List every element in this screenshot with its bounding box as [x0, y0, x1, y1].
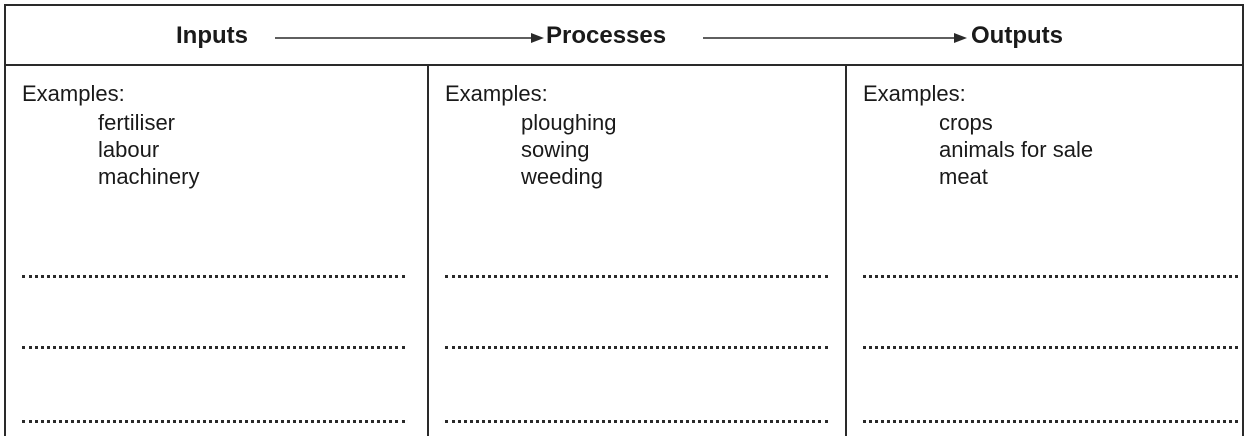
- answer-line[interactable]: [22, 420, 405, 423]
- inputs-processes-outputs-table: [4, 4, 1244, 436]
- examples-label: Examples:: [22, 81, 125, 106]
- arrow-right-icon: [703, 33, 967, 43]
- list-item: ploughing: [521, 110, 617, 135]
- header-outputs: Outputs: [971, 22, 1063, 49]
- table-header-row: [6, 6, 1242, 66]
- answer-line[interactable]: [445, 420, 828, 423]
- list-item: fertiliser: [98, 110, 176, 135]
- answer-line[interactable]: [445, 346, 828, 349]
- answer-line[interactable]: [22, 275, 405, 278]
- header-processes: Processes: [546, 22, 667, 49]
- answer-line[interactable]: [863, 420, 1238, 423]
- examples-list: [98, 109, 199, 190]
- examples-label: Examples:: [445, 81, 548, 106]
- list-item: sowing: [521, 137, 590, 162]
- list-item: weeding: [521, 164, 603, 189]
- examples-list: [939, 109, 1093, 190]
- header-arrows: [6, 6, 1242, 64]
- arrow-right-icon: [275, 33, 544, 43]
- answer-line[interactable]: [863, 346, 1238, 349]
- list-item: meat: [939, 164, 988, 189]
- answer-line[interactable]: [863, 275, 1238, 278]
- examples-label: Examples:: [863, 81, 966, 106]
- answer-line[interactable]: [445, 275, 828, 278]
- list-item: crops: [939, 110, 993, 135]
- outputs-column: [847, 64, 1242, 436]
- answer-line[interactable]: [22, 346, 405, 349]
- list-item: animals for sale: [939, 137, 1094, 162]
- header-inputs: Inputs: [176, 22, 248, 49]
- list-item: machinery: [98, 164, 200, 189]
- list-item: labour: [98, 137, 160, 162]
- processes-column: [429, 64, 847, 436]
- examples-list: [521, 109, 616, 190]
- inputs-column: [6, 64, 429, 436]
